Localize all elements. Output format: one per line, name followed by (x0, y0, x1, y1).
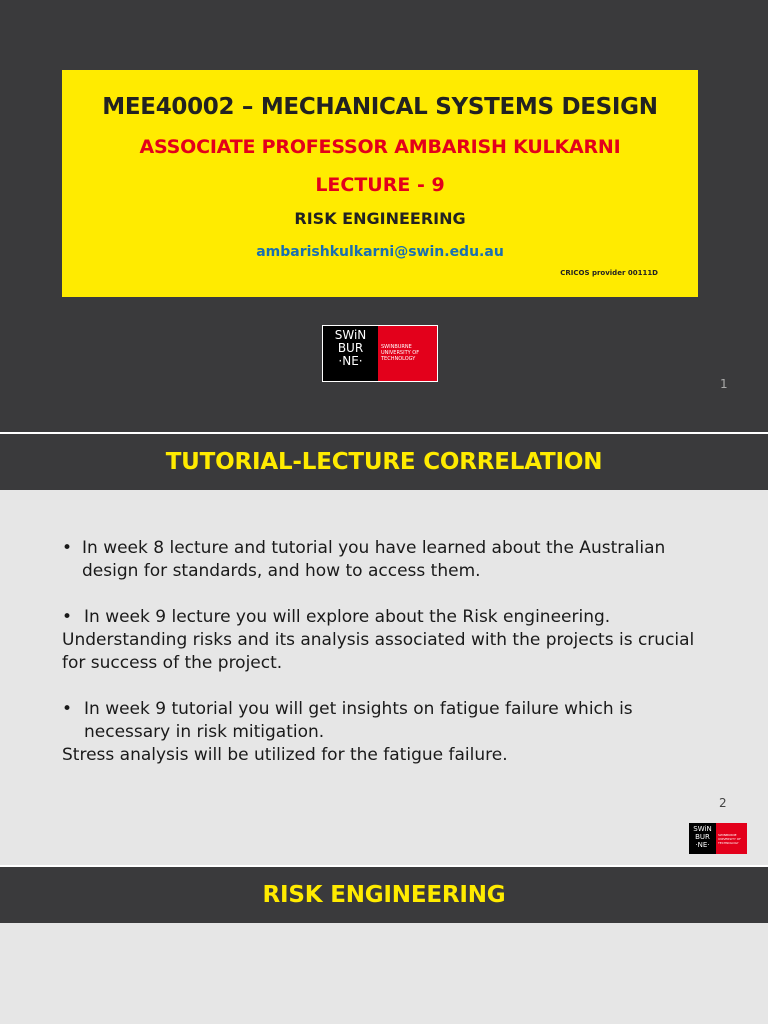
logo-text-1: SWINBURNE (718, 833, 737, 837)
bullet-3 (62, 698, 722, 767)
slide-3-body (0, 923, 768, 1024)
cricos-notice: CRICOS provider 00111D (560, 269, 658, 277)
bullet-2-text: • In week 9 lecture you will explore about the Risk engineering. (62, 606, 722, 629)
slide-2-header (0, 434, 768, 490)
swinburne-logo (322, 325, 438, 382)
logo-line-2: BUR (695, 833, 710, 841)
title-box (62, 70, 698, 297)
logo-line-3: ·NE· (338, 354, 363, 368)
logo-wordmark (323, 326, 378, 381)
lecture-number: LECTURE - 9 (315, 174, 445, 196)
bullet-2-continuation: Understanding risks and its analysis associated with the projects is crucial for success of the project. (62, 630, 695, 673)
logo-text-2: UNIVERSITY OF (718, 837, 741, 841)
bullet-1 (62, 537, 722, 583)
slide-2-title: TUTORIAL-LECTURE CORRELATION (165, 449, 603, 475)
slide-3-header (0, 867, 768, 923)
bullet-3-text: • In week 9 tutorial you will get insights on fatigue failure which is necessary in risk mitigation. (62, 698, 722, 744)
logo-line-3: ·NE· (695, 841, 710, 849)
swinburne-logo-small (689, 823, 747, 854)
bullet-3-continuation: Stress analysis will be utilized for the fatigue failure. (62, 745, 508, 765)
page-number: 2 (719, 796, 727, 810)
bullet-2 (62, 606, 722, 675)
page-number: 1 (720, 377, 728, 391)
lecture-topic: RISK ENGINEERING (294, 209, 466, 228)
course-title: MEE40002 – MECHANICAL SYSTEMS DESIGN (102, 94, 658, 120)
slide-3-title: RISK ENGINEERING (262, 882, 506, 908)
logo-text-3: TECHNOLOGY (718, 841, 739, 845)
logo-line-2: BUR (337, 341, 364, 355)
email-link[interactable]: ambarishkulkarni@swin.edu.au (256, 244, 504, 260)
professor-name: ASSOCIATE PROFESSOR AMBARISH KULKARNI (139, 136, 621, 158)
logo-text (378, 326, 437, 381)
logo-text-2: UNIVERSITY OF (381, 350, 420, 356)
logo-wordmark (689, 823, 716, 854)
logo-text-1: SWINBURNE (381, 344, 412, 350)
logo-text (716, 823, 747, 854)
slide-1 (0, 0, 768, 432)
bullet-1-text: • In week 8 lecture and tutorial you have learned about the Australian design for standards, and how to access them. (62, 537, 722, 583)
slide-2-body (0, 490, 768, 865)
logo-text-3: TECHNOLOGY (381, 356, 416, 362)
logo-line-1: SWiN (334, 328, 367, 342)
logo-line-1: SWiN (693, 825, 712, 833)
